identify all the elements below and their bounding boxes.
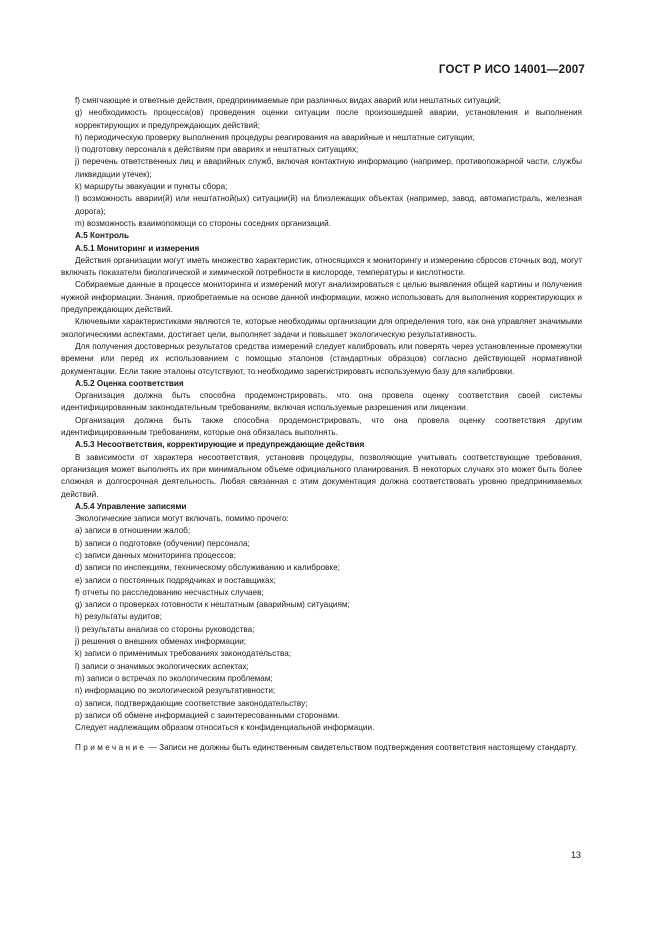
list-item: g) записи о проверках готовности к нештатным (аварийным) ситуациям; xyxy=(75,600,350,610)
section-heading: А.5 Контроль xyxy=(75,231,130,241)
list-item: p) записи об обмене информацией с заинтересованными сторонами. xyxy=(75,710,340,720)
section-heading: А.5.1 Мониторинг и измерения xyxy=(75,243,200,253)
paragraph: Организация должна быть также способна продемонстрировать, что она провела оценку соответствия другим идентифицированным требованиям, которые она обязалась выполнять. xyxy=(61,415,582,438)
paragraph: Для получения достоверных результатов средства измерений следует калибровать или поверять через установленные промежутки времени или перед их использованием с помощью эталонов (стандартных образцов) согласно действующей нормативной документации. Если такие эталоны отсутствуют, то необходимо зарегистрировать используемую базу для калибровки. xyxy=(61,341,582,376)
paragraph: Собираемые данные в процессе мониторинга и измерений могут анализироваться с целью выявления общей картины и получения нужной информации. Знания, приобретаемые на основе данной информации, можно использовать для выполнения корректирующих и предупреждающих действий. xyxy=(61,280,582,315)
section-heading: А.5.4 Управление записями xyxy=(75,501,187,511)
list-item: f) отчеты по расследованию несчастных случаев; xyxy=(75,587,264,597)
paragraph: Действия организации могут иметь множество характеристик, относящихся к мониторингу и измерению сбросов сточных вод, могут включать показатели биологической и химической потребности в кислороде, температуры и кислотности. xyxy=(61,255,582,278)
paragraph: Организация должна быть способна продемонстрировать, что она провела оценку соответствия своей системы идентифицированным законодательным требованиям, включая используемые разрешения или лицензии. xyxy=(61,391,582,413)
list-item: h) периодическую проверку выполнения процедуры реагирования на аварийные и нештатные ситуации; xyxy=(75,132,475,142)
list-item: k) маршруты эвакуации и пункты сбора; xyxy=(75,182,228,192)
note-label: Примечание xyxy=(75,743,147,753)
list-item: e) записи о постоянных подрядчиках и поставщиках; xyxy=(75,575,276,585)
list-item: f) смягчающие и ответные действия, предпринимаемые при различных видах аварий или нештатных ситуаций; xyxy=(75,96,501,105)
page-number: 13 xyxy=(570,850,581,860)
page-content xyxy=(61,95,582,755)
note xyxy=(61,742,582,754)
list-item: g) необходимость процесса(ов) проведения оценки ситуации после произошедшей аварии, установления и выполнения корректирующих и предупреждающих действий; xyxy=(75,108,582,130)
note-text: — Записи не должны быть единственным свидетельством подтверждения соответствия настоящему стандарту. xyxy=(146,743,578,753)
list-item: l) возможность аварии(й) или нештатной(ых) ситуации(й) на близлежащих объектах (например, завод, автомагистраль, железная дорога); xyxy=(75,194,582,216)
list-item: Экологические записи могут включать, помимо прочего: xyxy=(75,514,289,524)
list-item: j) перечень ответственных лиц и аварийных служб, включая контактную информацию (например, противопожарной части, службы ликвидации утечек); xyxy=(75,157,582,179)
list-item: o) записи, подтверждающие соответствие законодательству; xyxy=(75,698,308,708)
list-item: Следует надлежащим образом относиться к конфиденциальной информации. xyxy=(75,723,375,733)
section-heading: А.5.2 Оценка соответствия xyxy=(75,378,184,388)
list-item: k) записи о применимых требованиях законодательства; xyxy=(75,649,292,659)
list-item: b) записи о подготовке (обучении) персонала; xyxy=(75,538,250,548)
paragraph: Ключевыми характеристиками являются те, которые необходимы организации для определения того, как она управляет значимыми экологическими аспектами, достигает цели, выполняет задачи и повышает экологическую результативность. xyxy=(61,317,582,339)
list-item: a) записи в отношении жалоб; xyxy=(75,526,191,536)
list-item: i) результаты анализа со стороны руководства; xyxy=(75,624,255,634)
list-item: l) записи о значимых экологических аспектах; xyxy=(75,661,249,671)
list-item: h) результаты аудитов; xyxy=(75,612,162,622)
paragraph: В зависимости от характера несоответствия, установив процедуры, позволяющие учитывать соответствующие требования, организация может выполнять их при минимальном объеме официального планирования. В некоторых случаях это может быть более сложная и долгосрочная деятельность. Любая связанная с этим документация должна соответствовать уровню предпринимаемых действий. xyxy=(61,452,582,499)
list-item: m) записи о встречах по экологическим проблемам; xyxy=(75,673,273,683)
section-heading: А.5.3 Несоответствия, корректирующие и предупреждающие действия xyxy=(75,440,365,450)
list-item: m) возможность взаимопомощи со стороны соседних организаций. xyxy=(75,218,331,228)
list-item: c) записи данных мониторинга процессов; xyxy=(75,550,236,560)
list-item: j) решения о внешних обменах информации; xyxy=(75,637,247,647)
list-item: n) информацию по экологической результативности; xyxy=(75,686,276,696)
list-item: i) подготовку персонала к действиям при авариях и нештатных ситуациях; xyxy=(75,145,359,155)
document-id-header: ГОСТ Р ИСО 14001—2007 xyxy=(438,64,585,76)
list-item: d) записи по инспекциям, техническому обслуживанию и калибровке; xyxy=(75,563,340,573)
